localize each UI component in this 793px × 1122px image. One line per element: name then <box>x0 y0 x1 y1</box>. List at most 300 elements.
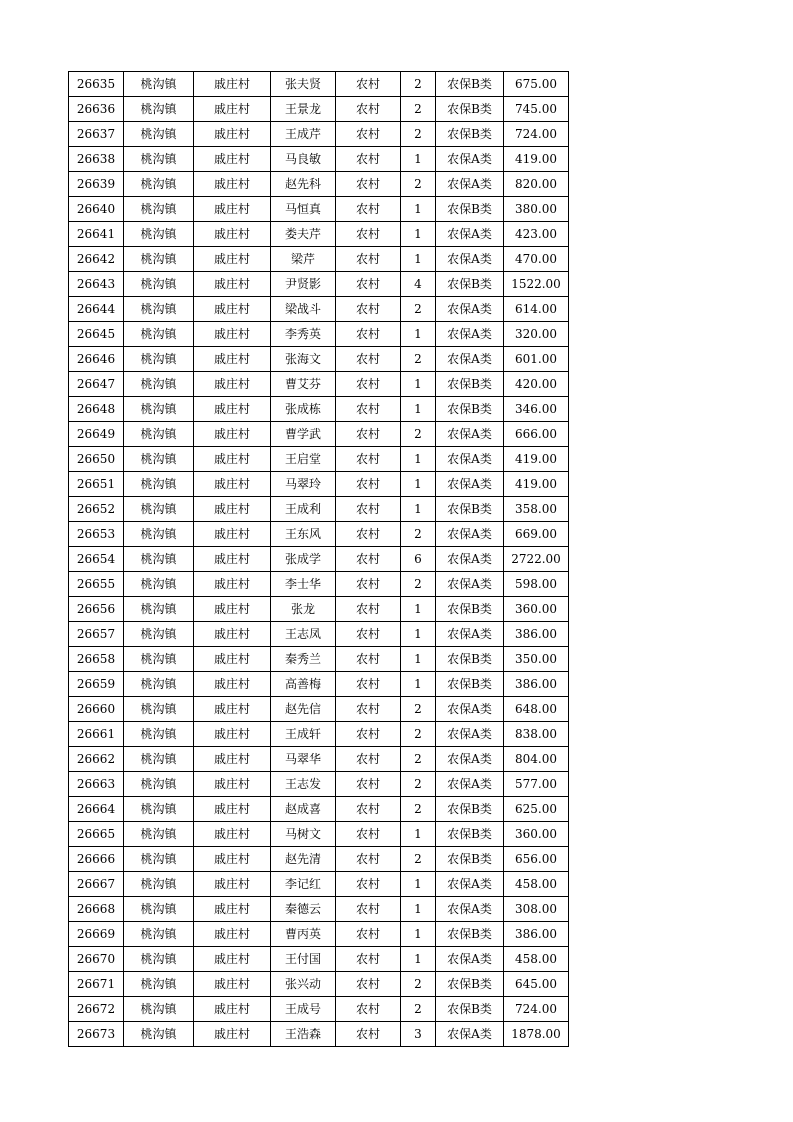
insurance-category-cell: 农保B类 <box>436 197 504 222</box>
household-count-cell: 1 <box>401 247 436 272</box>
record-id-cell: 26655 <box>69 572 124 597</box>
town-cell: 桃沟镇 <box>124 897 194 922</box>
record-id-cell: 26673 <box>69 1022 124 1047</box>
household-count-cell: 2 <box>401 997 436 1022</box>
town-cell: 桃沟镇 <box>124 922 194 947</box>
village-cell: 戚庄村 <box>194 572 271 597</box>
person-name-cell: 张成学 <box>271 547 336 572</box>
town-cell: 桃沟镇 <box>124 747 194 772</box>
table-row <box>69 347 569 372</box>
insurance-category-cell: 农保B类 <box>436 97 504 122</box>
amount-cell: 804.00 <box>504 747 569 772</box>
household-count-cell: 2 <box>401 72 436 97</box>
area-type-cell: 农村 <box>336 747 401 772</box>
household-count-cell: 6 <box>401 547 436 572</box>
town-cell: 桃沟镇 <box>124 447 194 472</box>
village-cell: 戚庄村 <box>194 747 271 772</box>
town-cell: 桃沟镇 <box>124 822 194 847</box>
table-row <box>69 272 569 297</box>
area-type-cell: 农村 <box>336 447 401 472</box>
town-cell: 桃沟镇 <box>124 722 194 747</box>
town-cell: 桃沟镇 <box>124 147 194 172</box>
village-cell: 戚庄村 <box>194 897 271 922</box>
person-name-cell: 李秀英 <box>271 322 336 347</box>
town-cell: 桃沟镇 <box>124 997 194 1022</box>
amount-cell: 625.00 <box>504 797 569 822</box>
area-type-cell: 农村 <box>336 472 401 497</box>
amount-cell: 1878.00 <box>504 1022 569 1047</box>
table-row <box>69 972 569 997</box>
table-row <box>69 147 569 172</box>
area-type-cell: 农村 <box>336 1022 401 1047</box>
area-type-cell: 农村 <box>336 222 401 247</box>
household-count-cell: 1 <box>401 897 436 922</box>
village-cell: 戚庄村 <box>194 872 271 897</box>
amount-cell: 470.00 <box>504 247 569 272</box>
household-count-cell: 1 <box>401 472 436 497</box>
area-type-cell: 农村 <box>336 997 401 1022</box>
amount-cell: 419.00 <box>504 447 569 472</box>
amount-cell: 423.00 <box>504 222 569 247</box>
village-cell: 戚庄村 <box>194 997 271 1022</box>
person-name-cell: 高善梅 <box>271 672 336 697</box>
household-count-cell: 2 <box>401 572 436 597</box>
village-cell: 戚庄村 <box>194 447 271 472</box>
village-cell: 戚庄村 <box>194 347 271 372</box>
town-cell: 桃沟镇 <box>124 797 194 822</box>
record-id-cell: 26662 <box>69 747 124 772</box>
household-count-cell: 1 <box>401 222 436 247</box>
town-cell: 桃沟镇 <box>124 847 194 872</box>
insurance-category-cell: 农保B类 <box>436 272 504 297</box>
town-cell: 桃沟镇 <box>124 97 194 122</box>
area-type-cell: 农村 <box>336 972 401 997</box>
household-count-cell: 1 <box>401 197 436 222</box>
amount-cell: 346.00 <box>504 397 569 422</box>
insurance-category-cell: 农保A类 <box>436 347 504 372</box>
village-cell: 戚庄村 <box>194 172 271 197</box>
amount-cell: 380.00 <box>504 197 569 222</box>
table-row <box>69 697 569 722</box>
insurance-category-cell: 农保A类 <box>436 547 504 572</box>
table-row <box>69 297 569 322</box>
table-row <box>69 497 569 522</box>
area-type-cell: 农村 <box>336 97 401 122</box>
area-type-cell: 农村 <box>336 547 401 572</box>
insurance-category-cell: 农保A类 <box>436 772 504 797</box>
town-cell: 桃沟镇 <box>124 872 194 897</box>
household-count-cell: 1 <box>401 597 436 622</box>
person-name-cell: 梁芹 <box>271 247 336 272</box>
person-name-cell: 马树文 <box>271 822 336 847</box>
household-count-cell: 2 <box>401 522 436 547</box>
area-type-cell: 农村 <box>336 622 401 647</box>
insurance-category-cell: 农保A类 <box>436 897 504 922</box>
village-cell: 戚庄村 <box>194 272 271 297</box>
record-id-cell: 26671 <box>69 972 124 997</box>
insurance-category-cell: 农保B类 <box>436 922 504 947</box>
table-row <box>69 847 569 872</box>
household-count-cell: 2 <box>401 97 436 122</box>
household-count-cell: 1 <box>401 647 436 672</box>
household-count-cell: 1 <box>401 447 436 472</box>
household-count-cell: 1 <box>401 947 436 972</box>
village-cell: 戚庄村 <box>194 247 271 272</box>
area-type-cell: 农村 <box>336 397 401 422</box>
person-name-cell: 秦德云 <box>271 897 336 922</box>
town-cell: 桃沟镇 <box>124 247 194 272</box>
amount-cell: 386.00 <box>504 922 569 947</box>
record-id-cell: 26657 <box>69 622 124 647</box>
village-cell: 戚庄村 <box>194 597 271 622</box>
insurance-category-cell: 农保A类 <box>436 1022 504 1047</box>
person-name-cell: 马良敏 <box>271 147 336 172</box>
table-row <box>69 722 569 747</box>
person-name-cell: 赵成喜 <box>271 797 336 822</box>
insurance-category-cell: 农保A类 <box>436 872 504 897</box>
table-row <box>69 997 569 1022</box>
town-cell: 桃沟镇 <box>124 122 194 147</box>
town-cell: 桃沟镇 <box>124 72 194 97</box>
village-cell: 戚庄村 <box>194 672 271 697</box>
household-count-cell: 1 <box>401 147 436 172</box>
table-row <box>69 247 569 272</box>
household-count-cell: 2 <box>401 797 436 822</box>
household-count-cell: 1 <box>401 622 436 647</box>
area-type-cell: 农村 <box>336 872 401 897</box>
insurance-category-cell: 农保A类 <box>436 472 504 497</box>
amount-cell: 656.00 <box>504 847 569 872</box>
record-id-cell: 26637 <box>69 122 124 147</box>
amount-cell: 1522.00 <box>504 272 569 297</box>
insurance-category-cell: 农保B类 <box>436 397 504 422</box>
table-row <box>69 372 569 397</box>
record-id-cell: 26658 <box>69 647 124 672</box>
area-type-cell: 农村 <box>336 947 401 972</box>
person-name-cell: 王志发 <box>271 772 336 797</box>
area-type-cell: 农村 <box>336 697 401 722</box>
table-row <box>69 747 569 772</box>
insurance-category-cell: 农保A类 <box>436 247 504 272</box>
person-name-cell: 马翠玲 <box>271 472 336 497</box>
amount-cell: 601.00 <box>504 347 569 372</box>
area-type-cell: 农村 <box>336 347 401 372</box>
table-row <box>69 597 569 622</box>
table-row <box>69 197 569 222</box>
person-name-cell: 张兴动 <box>271 972 336 997</box>
record-id-cell: 26667 <box>69 872 124 897</box>
village-cell: 戚庄村 <box>194 72 271 97</box>
amount-cell: 675.00 <box>504 72 569 97</box>
area-type-cell: 农村 <box>336 172 401 197</box>
insurance-category-cell: 农保B类 <box>436 972 504 997</box>
household-count-cell: 3 <box>401 1022 436 1047</box>
record-id-cell: 26640 <box>69 197 124 222</box>
amount-cell: 648.00 <box>504 697 569 722</box>
household-count-cell: 1 <box>401 922 436 947</box>
person-name-cell: 王成芹 <box>271 122 336 147</box>
amount-cell: 2722.00 <box>504 547 569 572</box>
table-row <box>69 522 569 547</box>
insurance-category-cell: 农保B类 <box>436 797 504 822</box>
person-name-cell: 王成利 <box>271 497 336 522</box>
person-name-cell: 王成轩 <box>271 722 336 747</box>
table-body <box>69 72 569 1047</box>
town-cell: 桃沟镇 <box>124 472 194 497</box>
table-row <box>69 447 569 472</box>
area-type-cell: 农村 <box>336 247 401 272</box>
amount-cell: 614.00 <box>504 297 569 322</box>
insurance-category-cell: 农保A类 <box>436 147 504 172</box>
village-cell: 戚庄村 <box>194 147 271 172</box>
person-name-cell: 曹学武 <box>271 422 336 447</box>
household-count-cell: 2 <box>401 122 436 147</box>
record-id-cell: 26646 <box>69 347 124 372</box>
town-cell: 桃沟镇 <box>124 372 194 397</box>
town-cell: 桃沟镇 <box>124 972 194 997</box>
village-cell: 戚庄村 <box>194 697 271 722</box>
benefit-roster-table <box>68 71 569 1047</box>
record-id-cell: 26654 <box>69 547 124 572</box>
insurance-category-cell: 农保A类 <box>436 522 504 547</box>
record-id-cell: 26638 <box>69 147 124 172</box>
table-row <box>69 422 569 447</box>
insurance-category-cell: 农保A类 <box>436 722 504 747</box>
person-name-cell: 张龙 <box>271 597 336 622</box>
person-name-cell: 王志凤 <box>271 622 336 647</box>
village-cell: 戚庄村 <box>194 422 271 447</box>
town-cell: 桃沟镇 <box>124 672 194 697</box>
area-type-cell: 农村 <box>336 372 401 397</box>
table-row <box>69 322 569 347</box>
area-type-cell: 农村 <box>336 422 401 447</box>
table-row <box>69 172 569 197</box>
town-cell: 桃沟镇 <box>124 947 194 972</box>
person-name-cell: 赵先科 <box>271 172 336 197</box>
area-type-cell: 农村 <box>336 597 401 622</box>
village-cell: 戚庄村 <box>194 972 271 997</box>
area-type-cell: 农村 <box>336 822 401 847</box>
household-count-cell: 2 <box>401 772 436 797</box>
area-type-cell: 农村 <box>336 572 401 597</box>
person-name-cell: 尹贤影 <box>271 272 336 297</box>
amount-cell: 360.00 <box>504 597 569 622</box>
household-count-cell: 1 <box>401 822 436 847</box>
amount-cell: 458.00 <box>504 872 569 897</box>
amount-cell: 419.00 <box>504 147 569 172</box>
town-cell: 桃沟镇 <box>124 647 194 672</box>
village-cell: 戚庄村 <box>194 547 271 572</box>
household-count-cell: 1 <box>401 872 436 897</box>
town-cell: 桃沟镇 <box>124 497 194 522</box>
village-cell: 戚庄村 <box>194 322 271 347</box>
insurance-category-cell: 农保B类 <box>436 497 504 522</box>
area-type-cell: 农村 <box>336 297 401 322</box>
village-cell: 戚庄村 <box>194 472 271 497</box>
amount-cell: 577.00 <box>504 772 569 797</box>
insurance-category-cell: 农保A类 <box>436 222 504 247</box>
village-cell: 戚庄村 <box>194 772 271 797</box>
record-id-cell: 26653 <box>69 522 124 547</box>
table-row <box>69 772 569 797</box>
person-name-cell: 王成号 <box>271 997 336 1022</box>
village-cell: 戚庄村 <box>194 522 271 547</box>
amount-cell: 358.00 <box>504 497 569 522</box>
village-cell: 戚庄村 <box>194 197 271 222</box>
insurance-category-cell: 农保B类 <box>436 647 504 672</box>
amount-cell: 838.00 <box>504 722 569 747</box>
insurance-category-cell: 农保A类 <box>436 622 504 647</box>
record-id-cell: 26669 <box>69 922 124 947</box>
table-row <box>69 897 569 922</box>
record-id-cell: 26648 <box>69 397 124 422</box>
amount-cell: 350.00 <box>504 647 569 672</box>
insurance-category-cell: 农保B类 <box>436 597 504 622</box>
person-name-cell: 张海文 <box>271 347 336 372</box>
amount-cell: 386.00 <box>504 672 569 697</box>
town-cell: 桃沟镇 <box>124 197 194 222</box>
table-row <box>69 622 569 647</box>
insurance-category-cell: 农保A类 <box>436 297 504 322</box>
record-id-cell: 26649 <box>69 422 124 447</box>
amount-cell: 645.00 <box>504 972 569 997</box>
insurance-category-cell: 农保B类 <box>436 672 504 697</box>
town-cell: 桃沟镇 <box>124 222 194 247</box>
village-cell: 戚庄村 <box>194 847 271 872</box>
insurance-category-cell: 农保A类 <box>436 422 504 447</box>
area-type-cell: 农村 <box>336 322 401 347</box>
village-cell: 戚庄村 <box>194 622 271 647</box>
household-count-cell: 1 <box>401 497 436 522</box>
area-type-cell: 农村 <box>336 847 401 872</box>
amount-cell: 598.00 <box>504 572 569 597</box>
insurance-category-cell: 农保B类 <box>436 997 504 1022</box>
household-count-cell: 2 <box>401 747 436 772</box>
insurance-category-cell: 农保A类 <box>436 747 504 772</box>
insurance-category-cell: 农保A类 <box>436 172 504 197</box>
record-id-cell: 26641 <box>69 222 124 247</box>
record-id-cell: 26668 <box>69 897 124 922</box>
table-row <box>69 72 569 97</box>
amount-cell: 745.00 <box>504 97 569 122</box>
area-type-cell: 农村 <box>336 797 401 822</box>
person-name-cell: 娄夫芹 <box>271 222 336 247</box>
town-cell: 桃沟镇 <box>124 572 194 597</box>
village-cell: 戚庄村 <box>194 97 271 122</box>
table-row <box>69 922 569 947</box>
table-row <box>69 1022 569 1047</box>
village-cell: 戚庄村 <box>194 822 271 847</box>
household-count-cell: 2 <box>401 847 436 872</box>
amount-cell: 724.00 <box>504 997 569 1022</box>
area-type-cell: 农村 <box>336 722 401 747</box>
record-id-cell: 26645 <box>69 322 124 347</box>
town-cell: 桃沟镇 <box>124 322 194 347</box>
area-type-cell: 农村 <box>336 272 401 297</box>
person-name-cell: 张成栋 <box>271 397 336 422</box>
insurance-category-cell: 农保A类 <box>436 447 504 472</box>
table-row <box>69 397 569 422</box>
area-type-cell: 农村 <box>336 197 401 222</box>
amount-cell: 320.00 <box>504 322 569 347</box>
person-name-cell: 王付国 <box>271 947 336 972</box>
area-type-cell: 农村 <box>336 147 401 172</box>
amount-cell: 419.00 <box>504 472 569 497</box>
insurance-category-cell: 农保B类 <box>436 847 504 872</box>
amount-cell: 669.00 <box>504 522 569 547</box>
village-cell: 戚庄村 <box>194 397 271 422</box>
village-cell: 戚庄村 <box>194 647 271 672</box>
record-id-cell: 26661 <box>69 722 124 747</box>
person-name-cell: 张夫贤 <box>271 72 336 97</box>
household-count-cell: 1 <box>401 672 436 697</box>
table-row <box>69 472 569 497</box>
amount-cell: 308.00 <box>504 897 569 922</box>
area-type-cell: 农村 <box>336 122 401 147</box>
amount-cell: 458.00 <box>504 947 569 972</box>
town-cell: 桃沟镇 <box>124 547 194 572</box>
village-cell: 戚庄村 <box>194 222 271 247</box>
person-name-cell: 曹丙英 <box>271 922 336 947</box>
town-cell: 桃沟镇 <box>124 422 194 447</box>
record-id-cell: 26659 <box>69 672 124 697</box>
insurance-category-cell: 农保B类 <box>436 372 504 397</box>
record-id-cell: 26663 <box>69 772 124 797</box>
household-count-cell: 2 <box>401 697 436 722</box>
person-name-cell: 李记红 <box>271 872 336 897</box>
record-id-cell: 26652 <box>69 497 124 522</box>
table-row <box>69 797 569 822</box>
insurance-category-cell: 农保B类 <box>436 122 504 147</box>
town-cell: 桃沟镇 <box>124 172 194 197</box>
village-cell: 戚庄村 <box>194 297 271 322</box>
town-cell: 桃沟镇 <box>124 522 194 547</box>
insurance-category-cell: 农保A类 <box>436 947 504 972</box>
household-count-cell: 2 <box>401 297 436 322</box>
person-name-cell: 赵先清 <box>271 847 336 872</box>
table-row <box>69 947 569 972</box>
table-row <box>69 547 569 572</box>
village-cell: 戚庄村 <box>194 372 271 397</box>
village-cell: 戚庄村 <box>194 1022 271 1047</box>
insurance-category-cell: 农保A类 <box>436 322 504 347</box>
table-row <box>69 822 569 847</box>
record-id-cell: 26647 <box>69 372 124 397</box>
record-id-cell: 26639 <box>69 172 124 197</box>
table-row <box>69 572 569 597</box>
record-id-cell: 26656 <box>69 597 124 622</box>
village-cell: 戚庄村 <box>194 947 271 972</box>
area-type-cell: 农村 <box>336 647 401 672</box>
area-type-cell: 农村 <box>336 772 401 797</box>
amount-cell: 724.00 <box>504 122 569 147</box>
town-cell: 桃沟镇 <box>124 697 194 722</box>
town-cell: 桃沟镇 <box>124 297 194 322</box>
person-name-cell: 赵先信 <box>271 697 336 722</box>
household-count-cell: 2 <box>401 347 436 372</box>
amount-cell: 360.00 <box>504 822 569 847</box>
table-row <box>69 647 569 672</box>
record-id-cell: 26644 <box>69 297 124 322</box>
record-id-cell: 26642 <box>69 247 124 272</box>
person-name-cell: 王东风 <box>271 522 336 547</box>
household-count-cell: 2 <box>401 722 436 747</box>
record-id-cell: 26665 <box>69 822 124 847</box>
amount-cell: 420.00 <box>504 372 569 397</box>
household-count-cell: 2 <box>401 172 436 197</box>
record-id-cell: 26660 <box>69 697 124 722</box>
town-cell: 桃沟镇 <box>124 622 194 647</box>
